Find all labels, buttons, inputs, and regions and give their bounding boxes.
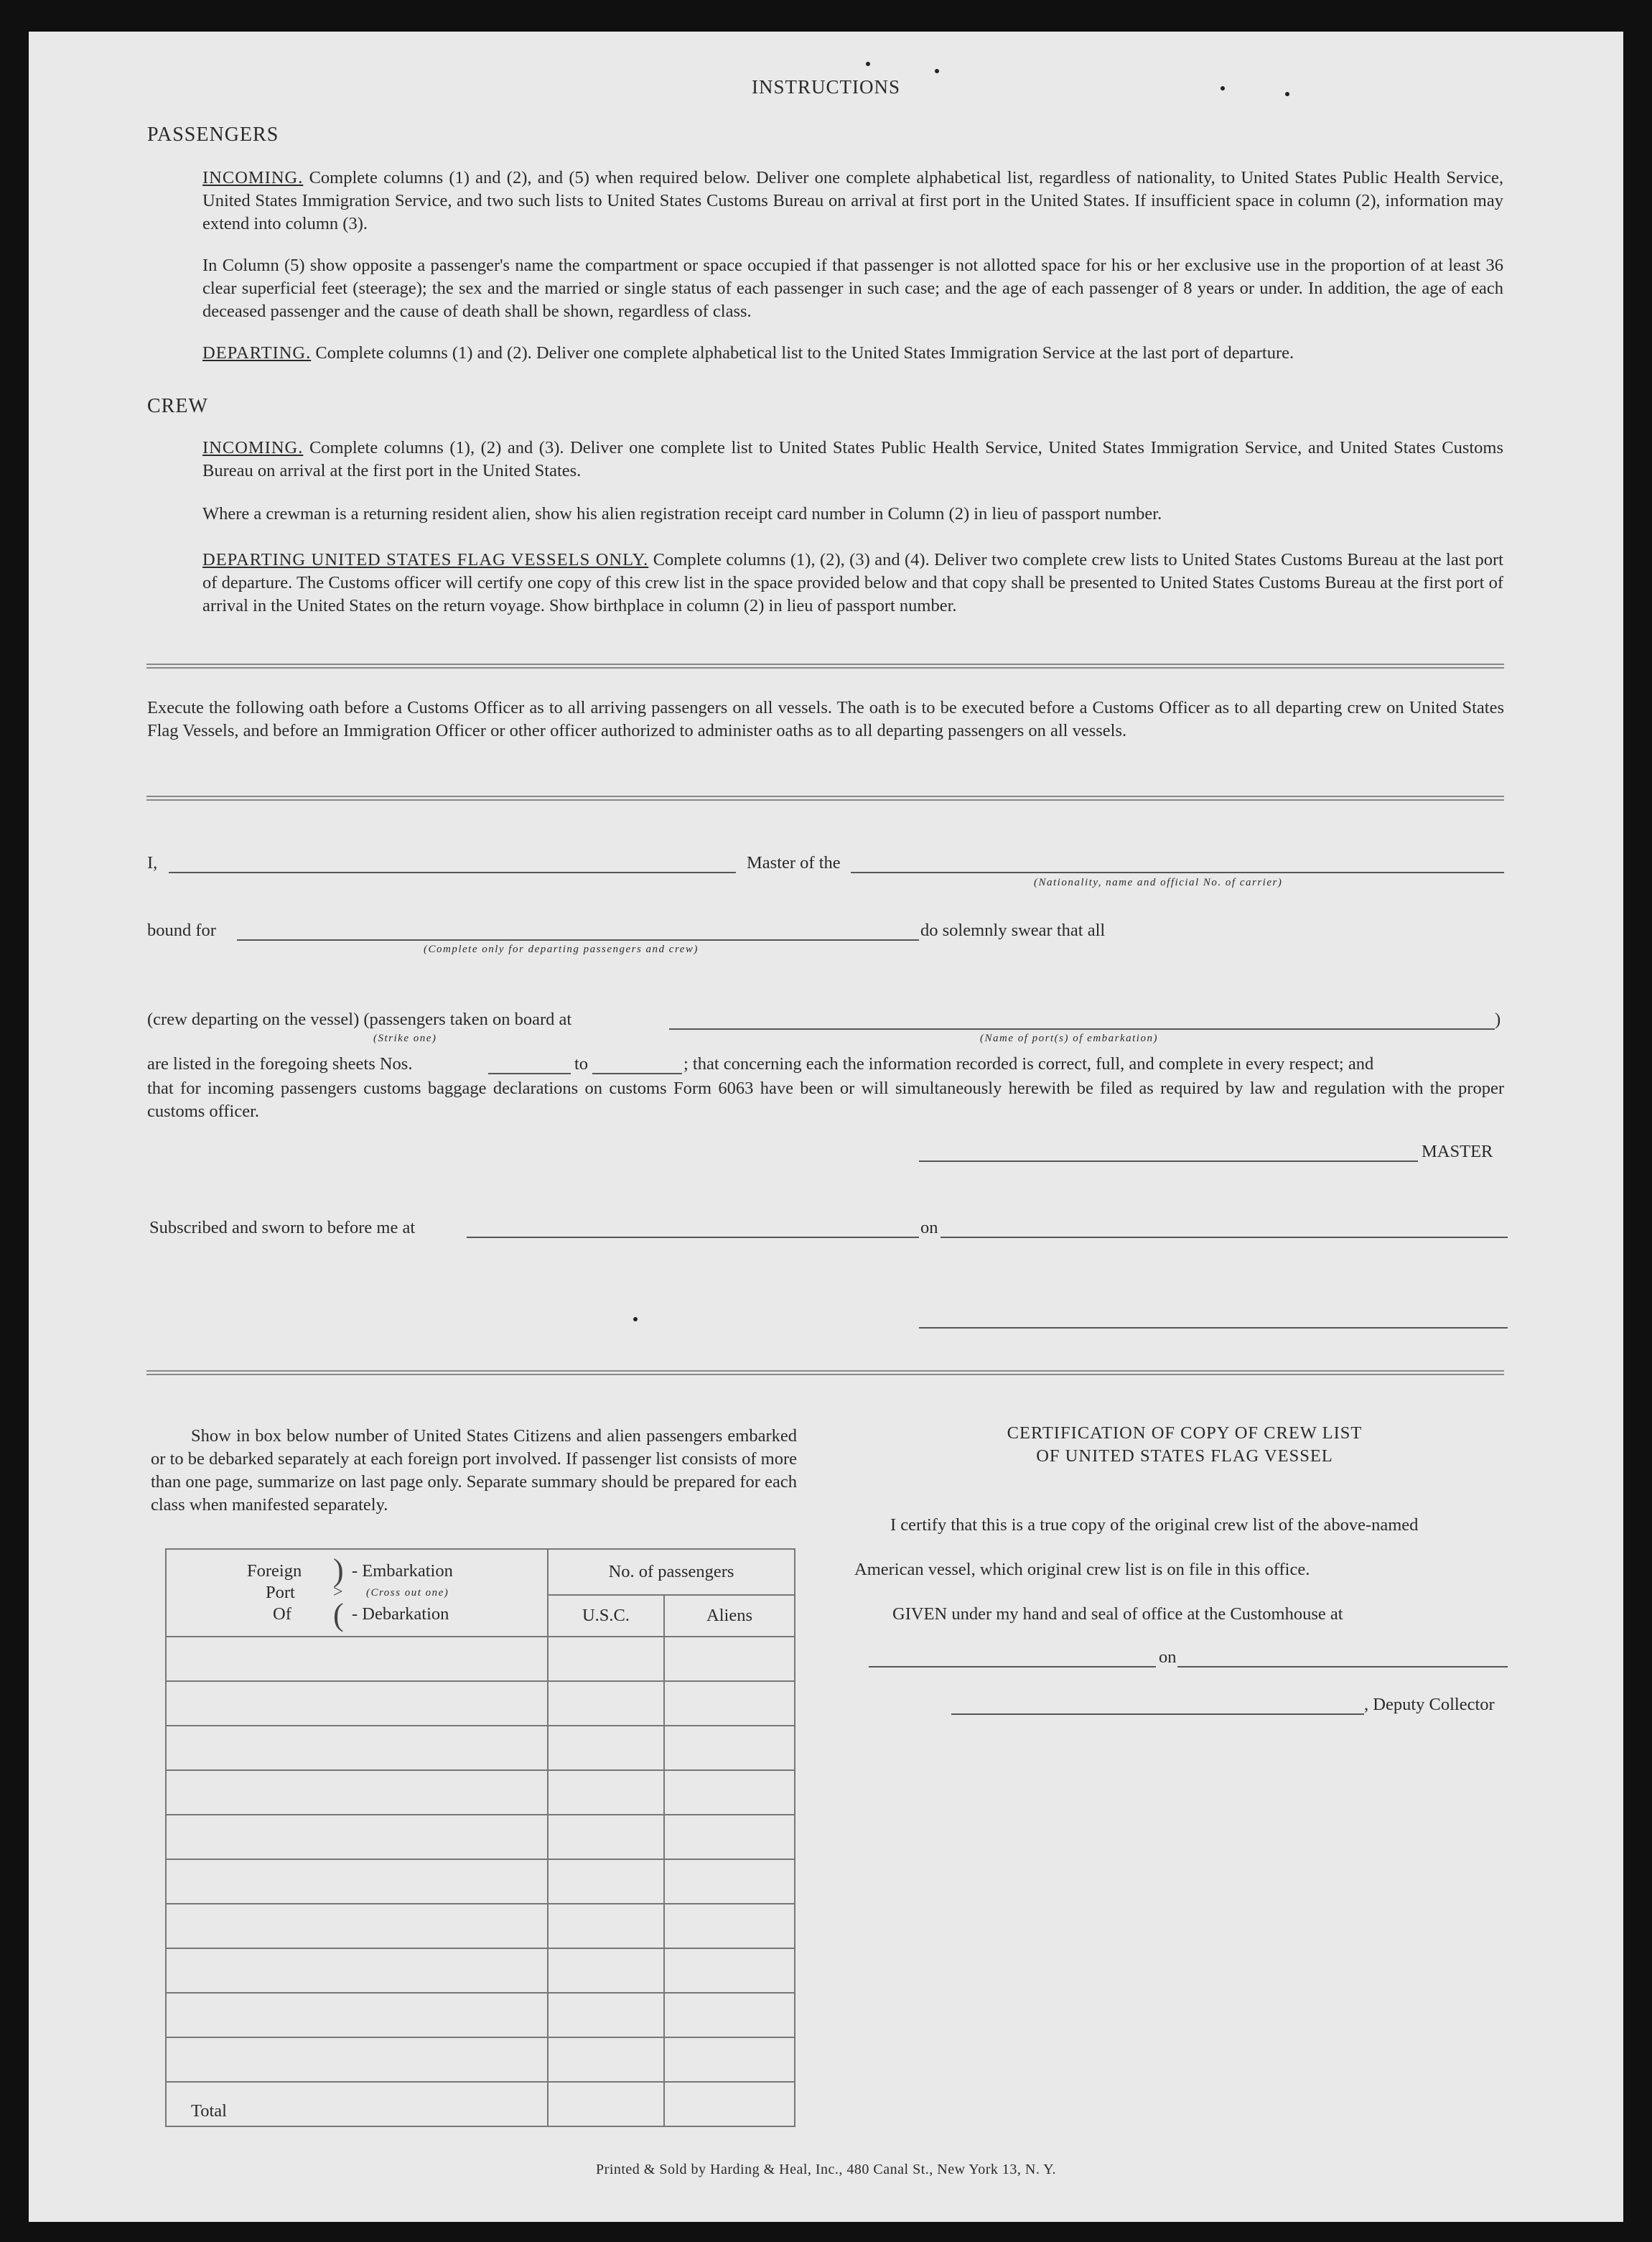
usc-cell[interactable] xyxy=(548,1637,664,1681)
port-label: Port xyxy=(266,1583,295,1602)
usc-total-cell[interactable] xyxy=(548,2082,664,2126)
foreign-label: Foreign xyxy=(247,1561,302,1581)
listed-line2-text: that for incoming passengers customs baggage declarations on customs Form 6063 have been or will simultaneously herewith be filed as required by law and regulation with the proper customs officer. xyxy=(147,1079,1504,1121)
aliens-total-cell[interactable] xyxy=(664,2082,795,2126)
complete-only-hint: (Complete only for departing passengers and crew) xyxy=(424,944,699,955)
table-row xyxy=(166,2037,795,2082)
certify-line-1: I certify that this is a true copy of the original crew list of the above-named xyxy=(890,1515,1419,1535)
of-label: Of xyxy=(273,1604,291,1624)
embarkation-port-field[interactable] xyxy=(669,1028,1495,1030)
printer-footer: Printed & Sold by Harding & Heal, Inc., 480 Canal St., New York 13, N. Y. xyxy=(596,2162,1056,2177)
sworn-on-label: on xyxy=(920,1218,938,1237)
total-label: Total xyxy=(166,2082,548,2126)
swear-text: do solemnly swear that all xyxy=(920,921,1106,940)
strike-one-hint: (Strike one) xyxy=(373,1033,437,1044)
passengers-departing-label: DEPARTING. xyxy=(202,343,312,363)
crew-departing-text: (crew departing on the vessel) (passengers taken on board at xyxy=(147,1010,572,1029)
crew-alien-paragraph: Where a crewman is a returning resident alien, show his alien registration receipt card number in Column (2) in lieu of passport number. xyxy=(202,504,1162,524)
cross-out-hint: (Cross out one) xyxy=(366,1587,449,1599)
usc-cell[interactable] xyxy=(548,1859,664,1904)
crew-incoming-label: INCOMING. xyxy=(202,438,304,457)
debarkation-label: - Debarkation xyxy=(352,1604,449,1624)
certify-line-2: American vessel, which original crew list is on file in this office. xyxy=(854,1560,1310,1579)
divider xyxy=(146,1370,1504,1375)
port-cell[interactable] xyxy=(166,2037,548,2082)
sheet-from-field[interactable] xyxy=(488,1073,571,1074)
aliens-cell[interactable] xyxy=(664,1770,795,1815)
crew-heading: CREW xyxy=(147,395,208,417)
sworn-place-field[interactable] xyxy=(467,1237,919,1238)
usc-cell[interactable] xyxy=(548,1993,664,2037)
foreign-port-header xyxy=(166,1549,548,1637)
master-name-field[interactable] xyxy=(169,872,736,873)
given-text: GIVEN under my hand and seal of office at the Customhouse at xyxy=(892,1604,1343,1624)
brace-icon: > xyxy=(333,1583,343,1601)
bound-for-label: bound for xyxy=(147,921,216,940)
passengers-departing-text: Complete columns (1) and (2). Deliver one complete alphabetical list to the United States Immigration Service at the last port of departure. xyxy=(315,343,1294,363)
cert-date-field[interactable] xyxy=(1177,1666,1508,1667)
aliens-header: Aliens xyxy=(664,1595,795,1637)
crew-incoming-text: Complete columns (1), (2) and (3). Deliver one complete list to United States Public Health Service, United States Immigration Service, and United States Customs Bureau on arrival at the first port in the United States. xyxy=(202,438,1503,480)
passengers-column5-paragraph: In Column (5) show opposite a passenger's name the compartment or space occupied if that passenger is not allotted space for his or her exclusive use in the proportion of at least 36 clear superficial feet (steerage); the sex and the married or single status of each passenger in such case; and the age of each passenger of 8 years or under. In addition, the age of each deceased passenger and the cause of death shall be shown, regardless of class. xyxy=(202,256,1503,321)
table-row xyxy=(166,1993,795,2037)
usc-cell[interactable] xyxy=(548,1681,664,1726)
table-row xyxy=(166,1770,795,1815)
table-row xyxy=(166,1726,795,1770)
divider xyxy=(146,796,1504,801)
sheet-to-field[interactable] xyxy=(592,1073,682,1074)
passengers-incoming-label: INCOMING. xyxy=(202,168,304,187)
port-cell[interactable] xyxy=(166,1904,548,1948)
usc-cell[interactable] xyxy=(548,1948,664,1993)
crew-incoming-paragraph xyxy=(202,437,1503,483)
bound-for-field[interactable] xyxy=(237,939,919,941)
port-cell[interactable] xyxy=(166,1859,548,1904)
cert-on-label: on xyxy=(1159,1647,1177,1667)
passengers-incoming-text: Complete columns (1) and (2), and (5) when required below. Deliver one complete alphabetical list, regardless of nationality, to United States Public Health Service, United States Immigration Service, and two such lists to United States Customs Bureau on arrival at first port in the United States. If insufficient space in column (2), information may extend into column (3). xyxy=(202,168,1504,233)
aliens-cell[interactable] xyxy=(664,1948,795,1993)
aliens-cell[interactable] xyxy=(664,1681,795,1726)
oath-i-label: I, xyxy=(147,853,158,873)
carrier-field[interactable] xyxy=(851,872,1504,873)
aliens-cell[interactable] xyxy=(664,1726,795,1770)
master-label: MASTER xyxy=(1422,1142,1493,1161)
port-cell[interactable] xyxy=(166,1770,548,1815)
customhouse-field[interactable] xyxy=(869,1666,1156,1667)
aliens-cell[interactable] xyxy=(664,2037,795,2082)
usc-cell[interactable] xyxy=(548,1770,664,1815)
usc-cell[interactable] xyxy=(548,1815,664,1859)
brace-icon: ) xyxy=(333,1553,344,1588)
port-cell[interactable] xyxy=(166,1637,548,1681)
aliens-cell[interactable] xyxy=(664,1815,795,1859)
certification-title-1: CERTIFICATION OF COPY OF CREW LIST xyxy=(1007,1423,1363,1443)
subscribed-text: Subscribed and sworn to before me at xyxy=(149,1218,416,1237)
master-of-label: Master of the xyxy=(747,853,841,873)
port-cell[interactable] xyxy=(166,1815,548,1859)
page-title: INSTRUCTIONS xyxy=(751,76,900,98)
table-row xyxy=(166,1948,795,1993)
officer-signature-field[interactable] xyxy=(919,1327,1508,1329)
aliens-cell[interactable] xyxy=(664,1637,795,1681)
speck xyxy=(1221,86,1225,90)
crew-departing-label: DEPARTING UNITED STATES FLAG VESSELS ONLY. xyxy=(202,550,649,569)
deputy-collector-label: , Deputy Collector xyxy=(1364,1695,1495,1714)
usc-cell[interactable] xyxy=(548,2037,664,2082)
close-paren: ) xyxy=(1495,1010,1501,1029)
speck xyxy=(633,1317,638,1321)
form-page xyxy=(29,32,1623,2222)
speck xyxy=(866,62,870,66)
nationality-hint: (Nationality, name and official No. of carrier) xyxy=(1034,877,1283,888)
crew-departing-text: Complete columns (1), (2), (3) and (4). Deliver two complete crew lists to United States Customs Bureau at the last port of departure. The Customs officer will certify one copy of this crew list in the space provided below and that copy shall be presented to United States Customs Bureau at the first port of arrival in the United States on the return voyage. Show birthplace in column (2) in lieu of passport number. xyxy=(202,550,1503,615)
brace-icon: ( xyxy=(333,1597,344,1632)
passengers-heading: PASSENGERS xyxy=(147,124,279,146)
passengers-departing-paragraph xyxy=(202,342,1503,365)
table-row xyxy=(166,1904,795,1948)
port-cell[interactable] xyxy=(166,1948,548,1993)
port-cell[interactable] xyxy=(166,1993,548,2037)
ports-hint: (Name of port(s) of embarkation) xyxy=(980,1033,1158,1044)
total-row xyxy=(166,2082,795,2126)
usc-header: U.S.C. xyxy=(548,1595,664,1637)
aliens-cell[interactable] xyxy=(664,1904,795,1948)
master-signature-field[interactable] xyxy=(919,1160,1418,1162)
oath-intro: Execute the following oath before a Customs Officer as to all arriving passengers on all vessels. The oath is to be executed before a Customs Officer as to all departing crew on United States Flag Vessels, and before an Immigration Officer or other officer authorized to administer oaths as to all departing passengers on all vessels. xyxy=(147,698,1504,740)
embarkation-label: - Embarkation xyxy=(352,1561,453,1581)
table-row xyxy=(166,1815,795,1859)
table-row xyxy=(166,1859,795,1904)
speck xyxy=(1285,92,1289,96)
usc-cell[interactable] xyxy=(548,1904,664,1948)
table-row xyxy=(166,1681,795,1726)
crew-departing-paragraph xyxy=(202,549,1503,618)
port-cell[interactable] xyxy=(166,1681,548,1726)
sworn-date-field[interactable] xyxy=(941,1237,1508,1238)
deputy-signature-field[interactable] xyxy=(951,1713,1364,1715)
usc-cell[interactable] xyxy=(548,1726,664,1770)
aliens-cell[interactable] xyxy=(664,1993,795,2037)
table-row xyxy=(166,1637,795,1681)
aliens-cell[interactable] xyxy=(664,1859,795,1904)
listed-rest-text: ; that concerning each the information recorded is correct, full, and complete in every respect; and xyxy=(683,1054,1374,1074)
listed-in-text: are listed in the foregoing sheets Nos. xyxy=(147,1054,413,1074)
no-passengers-header: No. of passengers xyxy=(548,1549,795,1595)
certification-title-2: OF UNITED STATES FLAG VESSEL xyxy=(1036,1446,1333,1466)
passengers-incoming-paragraph xyxy=(202,167,1503,236)
port-cell[interactable] xyxy=(166,1726,548,1770)
summary-instruction: Show in box below number of United States Citizens and alien passengers embarked or to be debarked separately at each foreign port involved. If passenger list consists of more than one page, summarize on last page only. Separate summary should be prepared for each class when manifested separately. xyxy=(151,1426,797,1515)
passenger-summary-table xyxy=(165,1548,795,2127)
divider xyxy=(146,664,1504,669)
to-label: to xyxy=(574,1054,589,1074)
speck xyxy=(935,69,939,73)
